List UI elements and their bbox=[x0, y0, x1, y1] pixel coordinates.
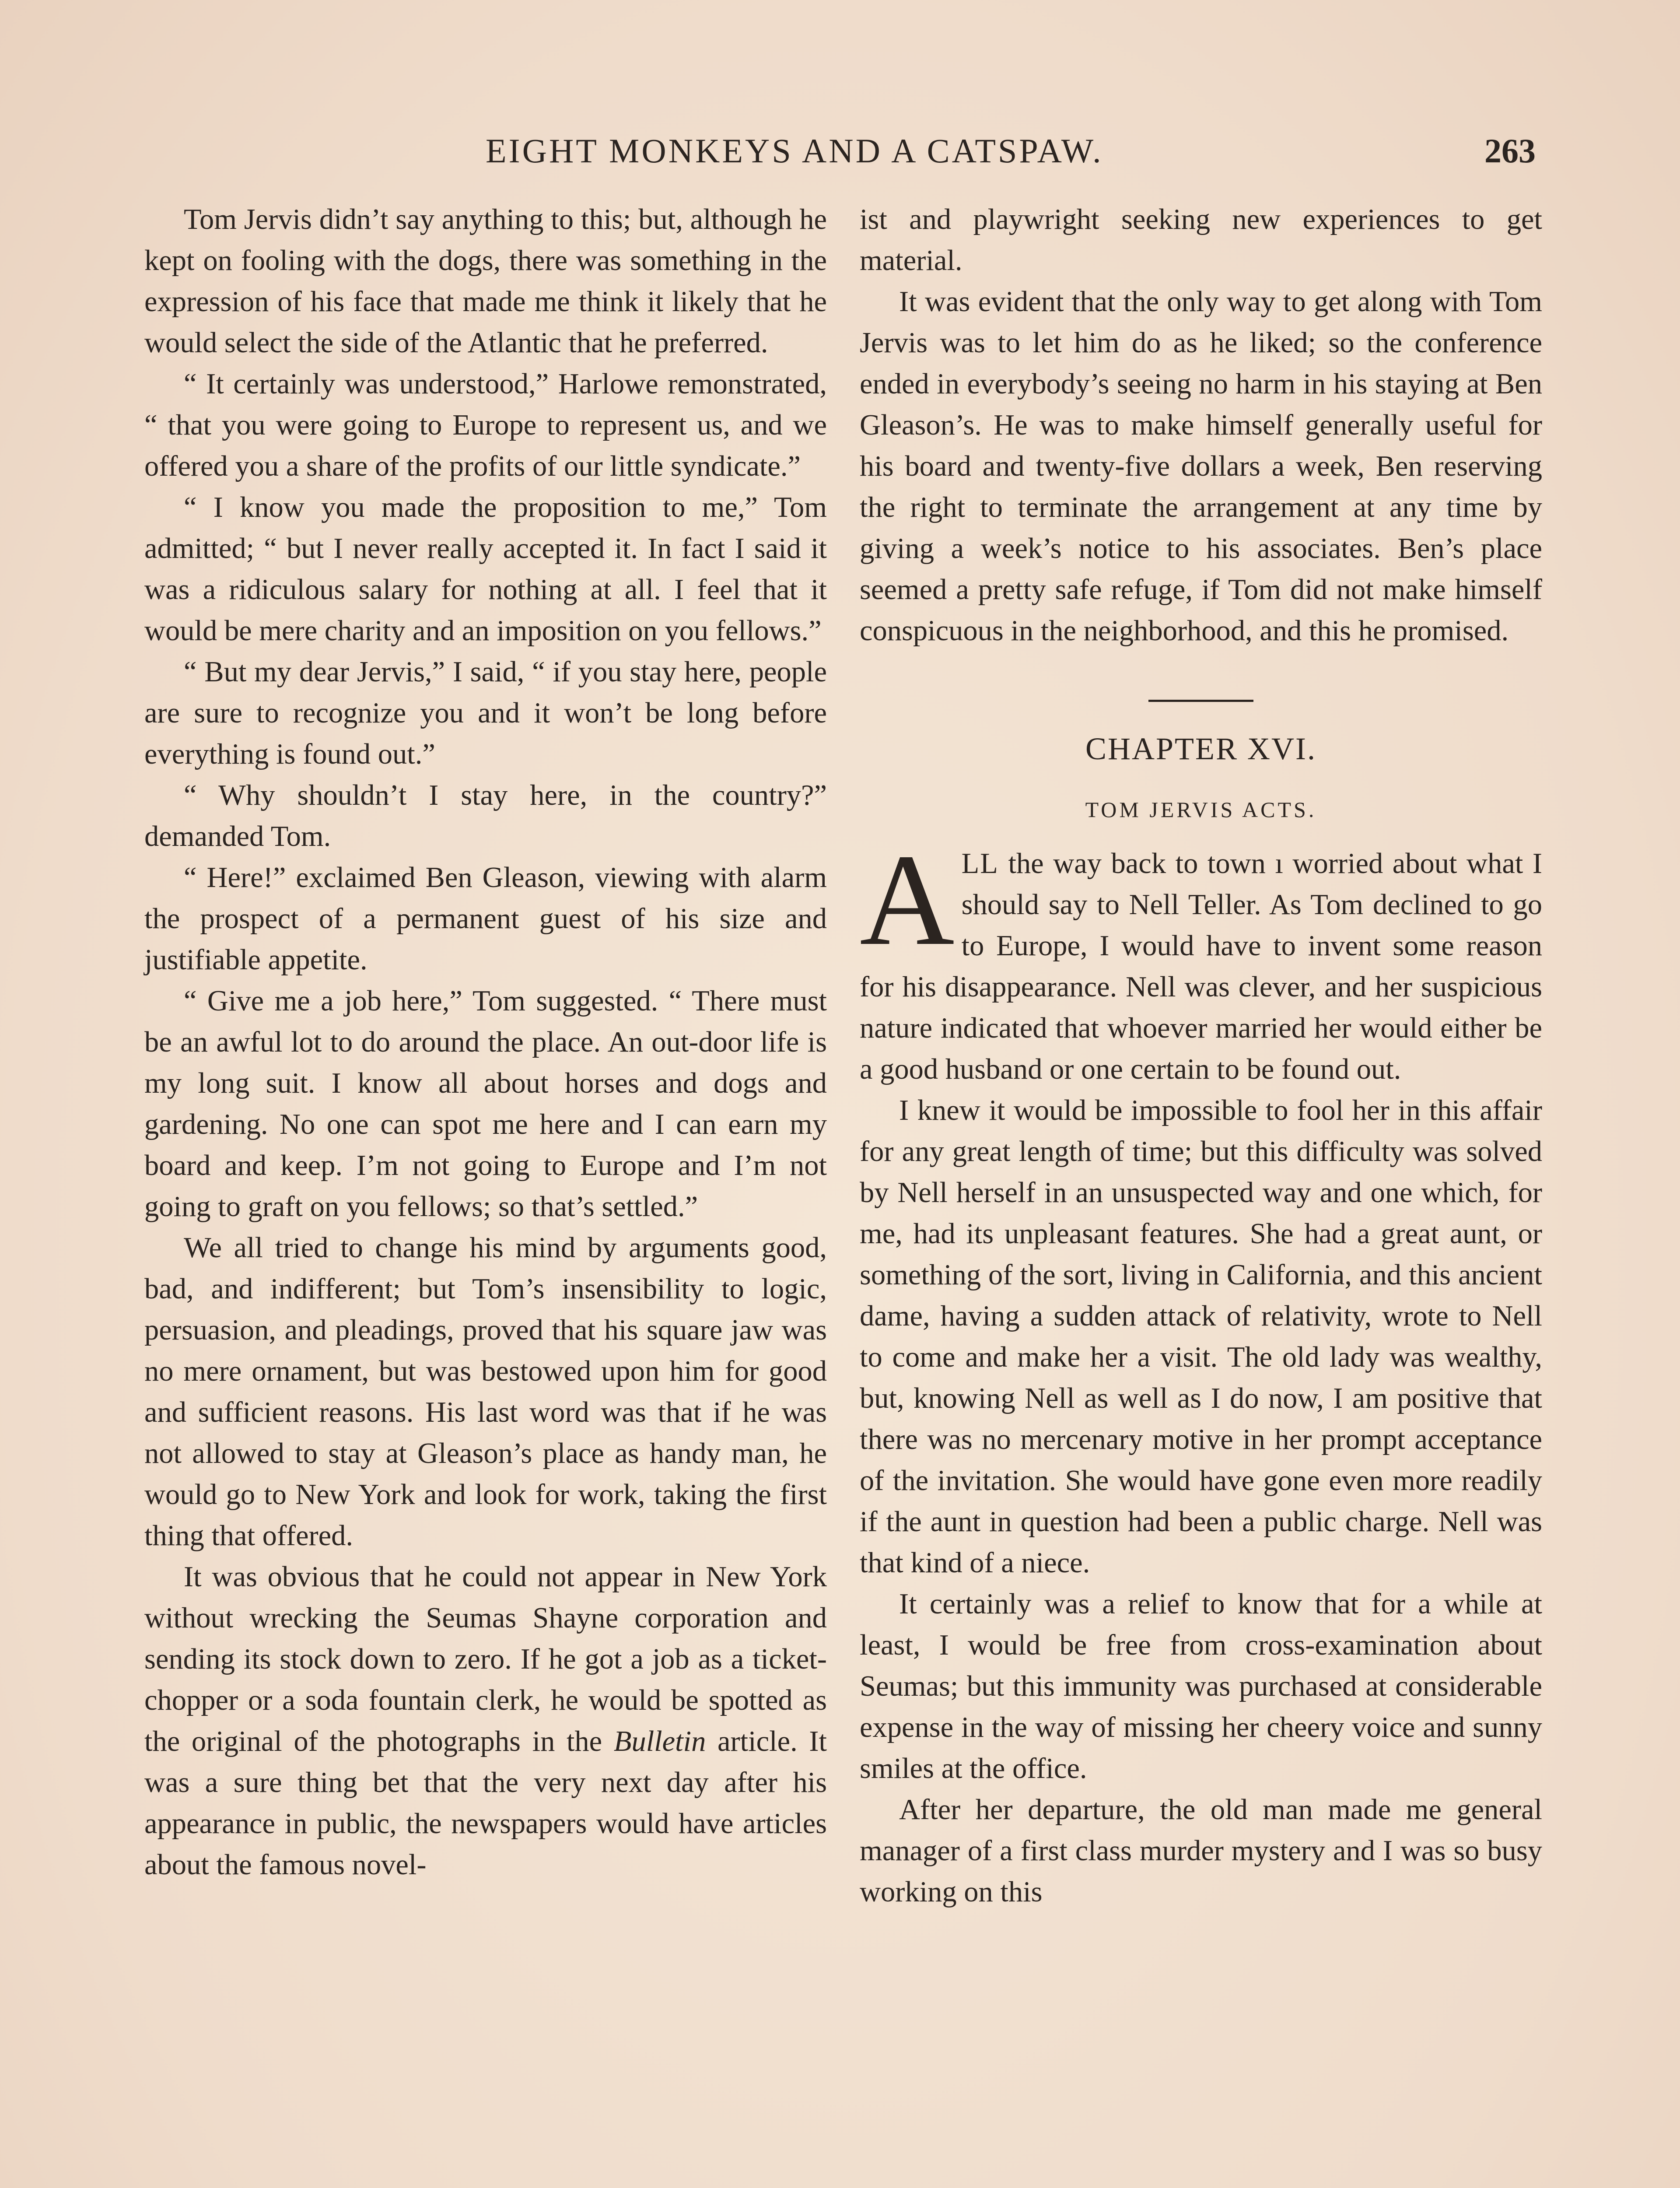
right-column bbox=[860, 199, 1542, 1913]
drop-cap: A bbox=[860, 827, 955, 972]
paragraph bbox=[144, 1557, 827, 1886]
paragraph: It was evident that the only way to get along with Tom Jervis was to let him do as he liked; so the conference ended in everybody’s seeing no harm in his staying at Ben Gleason’s. He was to make himself generally useful for his board and twenty-five dollars a week, Ben reserving the right to terminate the arrangement at any time by giving a week’s notice to his associates. Ben’s place seemed a pretty safe refuge, if Tom did not make himself conspicuous in the neighborhood, and this he promised. bbox=[860, 286, 1542, 647]
chapter-title: CHAPTER XVI. bbox=[1085, 731, 1316, 766]
paragraph: “ Why shouldn’t I stay here, in the country?” demanded Tom. bbox=[144, 779, 827, 852]
section-divider bbox=[1148, 700, 1253, 702]
paragraph-text: It was obvious that he could not appear in New York without wrecking the Seumas Shayne corporation and sending its stock down to zero. If he got a job as a ticket-chopper or a soda fountain clerk, he would be spotted as the original of the photographs in the bbox=[144, 1561, 827, 1757]
chapter-opening-paragraph bbox=[860, 827, 1542, 1090]
publication-title: Bulletin bbox=[613, 1725, 706, 1757]
paragraph: We all tried to change his mind by arguments good, bad, and indifferent; but Tom’s insensibility to logic, persuasion, and pleadings, proved that his square jaw was no mere ornament, but was bestowed upon him for good and sufficient reasons. His last word was that if he was not allowed to stay at Gleason’s place as handy man, he would go to New York and look for work, taking the first thing that offered. bbox=[144, 1232, 827, 1552]
opening-caps: LL bbox=[961, 848, 999, 880]
left-column bbox=[144, 199, 827, 1886]
paragraph: Tom Jervis didn’t say anything to this; but, although he kept on fooling with the dogs, there was something in the expression of his face that made me think it likely that he would select the side of the Atlantic that he preferred. bbox=[144, 203, 827, 359]
paragraph: “ But my dear Jervis,” I said, “ if you stay here, people are sure to recognize you and it won’t be long before everything is found out.” bbox=[144, 656, 827, 770]
paragraph-continued: ist and playwright seeking new experiences to get material. bbox=[860, 203, 1542, 277]
page-number: 263 bbox=[1484, 132, 1536, 170]
paragraph: “ I know you made the proposition to me,” Tom admitted; “ but I never really accepted it. In fact I said it was a ridiculous salary for nothing at all. I feel that it would be mere charity and an imposition on you fellows.” bbox=[144, 491, 827, 647]
paragraph: “ It certainly was understood,” Harlowe remonstrated, “ that you were going to Europe to represent us, and we offered you a share of the profits of our little syndicate.” bbox=[144, 368, 827, 482]
paragraph: “ Here!” exclaimed Ben Gleason, viewing with alarm the prospect of a permanent guest of his size and justifiable appetite. bbox=[144, 862, 827, 976]
paragraph-text: the way back to town ı worried about what I should say to Nell Teller. As Tom declined to go to Europe, I would have to invent some reason for his disappearance. Nell was clever, and her suspicious nature indicated that whoever married her would either be a good husband or one certain to be found out. bbox=[860, 848, 1542, 1085]
paragraph: I knew it would be impossible to fool her in this affair for any great length of time; but this difficulty was solved by Nell herself in an unsuspected way and one which, for me, had its unpleasant features. She had a great aunt, or something of the sort, living in California, and this ancient dame, having a sudden attack of relativity, wrote to Nell to come and make her a visit. The old lady was wealthy, but, knowing Nell as well as I do now, I am positive that there was no mercenary motive in her prompt acceptance of the invitation. She would have gone even more readily if the aunt in question had been a public charge. Nell was that kind of a niece. bbox=[860, 1094, 1542, 1579]
running-head bbox=[144, 131, 1536, 179]
paragraph-text: article. It was a sure thing bet that the very next day after his appearance in public, the newspapers would have articles about the famous novel- bbox=[144, 1725, 827, 1881]
chapter-subtitle: TOM JERVIS ACTS. bbox=[1085, 797, 1317, 822]
paragraph: It certainly was a relief to know that for a while at least, I would be free from cross-examination about Seumas; but this immunity was purchased at considerable expense in the way of missing her cheery voice and sunny smiles at the office. bbox=[860, 1588, 1542, 1785]
running-title: EIGHT MONKEYS AND A CATSPAW. bbox=[486, 132, 1103, 170]
paragraph: After her departure, the old man made me general manager of a first class murder mystery and I was so busy working on this bbox=[860, 1794, 1542, 1908]
paragraph: “ Give me a job here,” Tom suggested. “ There must be an awful lot to do around the place. An out-door life is my long suit. I know all about horses and dogs and gardening. No one can spot me here and I can earn my board and keep. I’m not going to Europe and I’m not going to graft on you fellows; so that’s settled.” bbox=[144, 985, 827, 1223]
